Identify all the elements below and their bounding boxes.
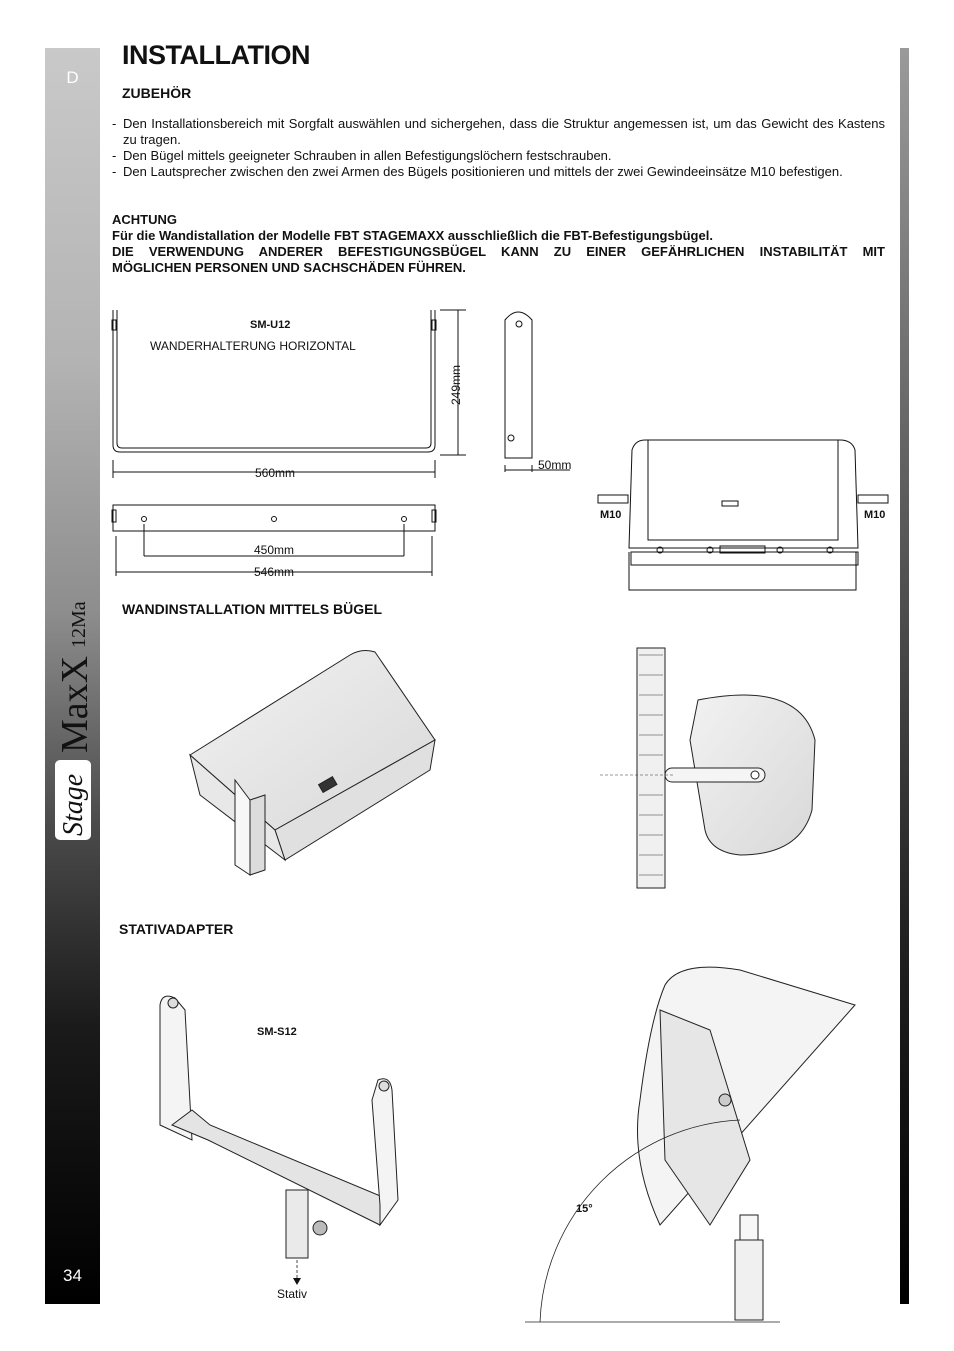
brand-stage-text: Stage (58, 773, 89, 836)
wall-installation-heading: WANDINSTALLATION MITTELS BÜGEL (122, 601, 383, 617)
page-number: 34 (63, 1266, 82, 1285)
bracket-dimension-drawing (100, 300, 900, 600)
arm-width-dimension: 50mm (538, 458, 572, 472)
wall-installation-drawing (100, 630, 900, 900)
bracket-model-label: SM-U12 (250, 319, 291, 331)
accessories-heading: ZUBEHÖR (122, 85, 192, 101)
stand-adapter-heading: STATIVADAPTER (119, 921, 234, 937)
page-title: INSTALLATION (122, 40, 310, 70)
hole-spacing-dimension: 450mm (254, 543, 295, 557)
stand-adapter-drawing (100, 960, 900, 1330)
base-length-dimension: 546mm (254, 565, 295, 579)
list-item: - Den Lautsprecher zwischen den zwei Armen des Bügels positionieren und mittels der zwei Gewindeeinsätze M10 befestigen. (112, 164, 885, 180)
warning-line: DIE VERWENDUNG ANDERER BEFESTIGUNGSBÜGEL KANN ZU EINER GEFÄHRLICHEN INSTABILITÄT MIT (112, 244, 885, 259)
list-item: - Den Installationsbereich mit Sorgfalt auswählen und sichergehen, dass die Struktur angemessen ist, um das Gewicht des Kastens zu tragen. (112, 116, 885, 148)
stand-model-label: SM-S12 (257, 1026, 297, 1038)
warning-line: Für die Wandistallation der Modelle FBT STAGEMAXX ausschließlich die FBT-Befestigungsbügel. (112, 228, 713, 243)
brand-maxx-text: MaxX (54, 655, 96, 753)
language-label: D (66, 68, 79, 87)
warning-line: MÖGLICHEN PERSONEN UND SACHSCHÄDEN FÜHREN. (112, 260, 466, 275)
stand-label: Stativ (277, 1287, 308, 1301)
list-item: - Den Bügel mittels geeigneter Schrauben in allen Befestigungslöchern festschrauben. (112, 148, 885, 164)
warning-title: ACHTUNG (112, 212, 177, 227)
height-dimension: 249mm (449, 364, 463, 405)
sidebar (45, 48, 100, 1304)
brand-model-text: 12Ma (68, 601, 90, 648)
bracket-caption: WANDERHALTERUNG HORIZONTAL (150, 339, 356, 353)
accessories-list (112, 116, 885, 180)
right-edge-bar (900, 48, 909, 1304)
angle-label: 15° (576, 1203, 593, 1215)
width-dimension: 560mm (255, 466, 296, 480)
warning-block (112, 212, 885, 276)
brand-logo (51, 548, 95, 848)
thread-right-label: M10 (864, 509, 886, 521)
thread-left-label: M10 (600, 509, 622, 521)
